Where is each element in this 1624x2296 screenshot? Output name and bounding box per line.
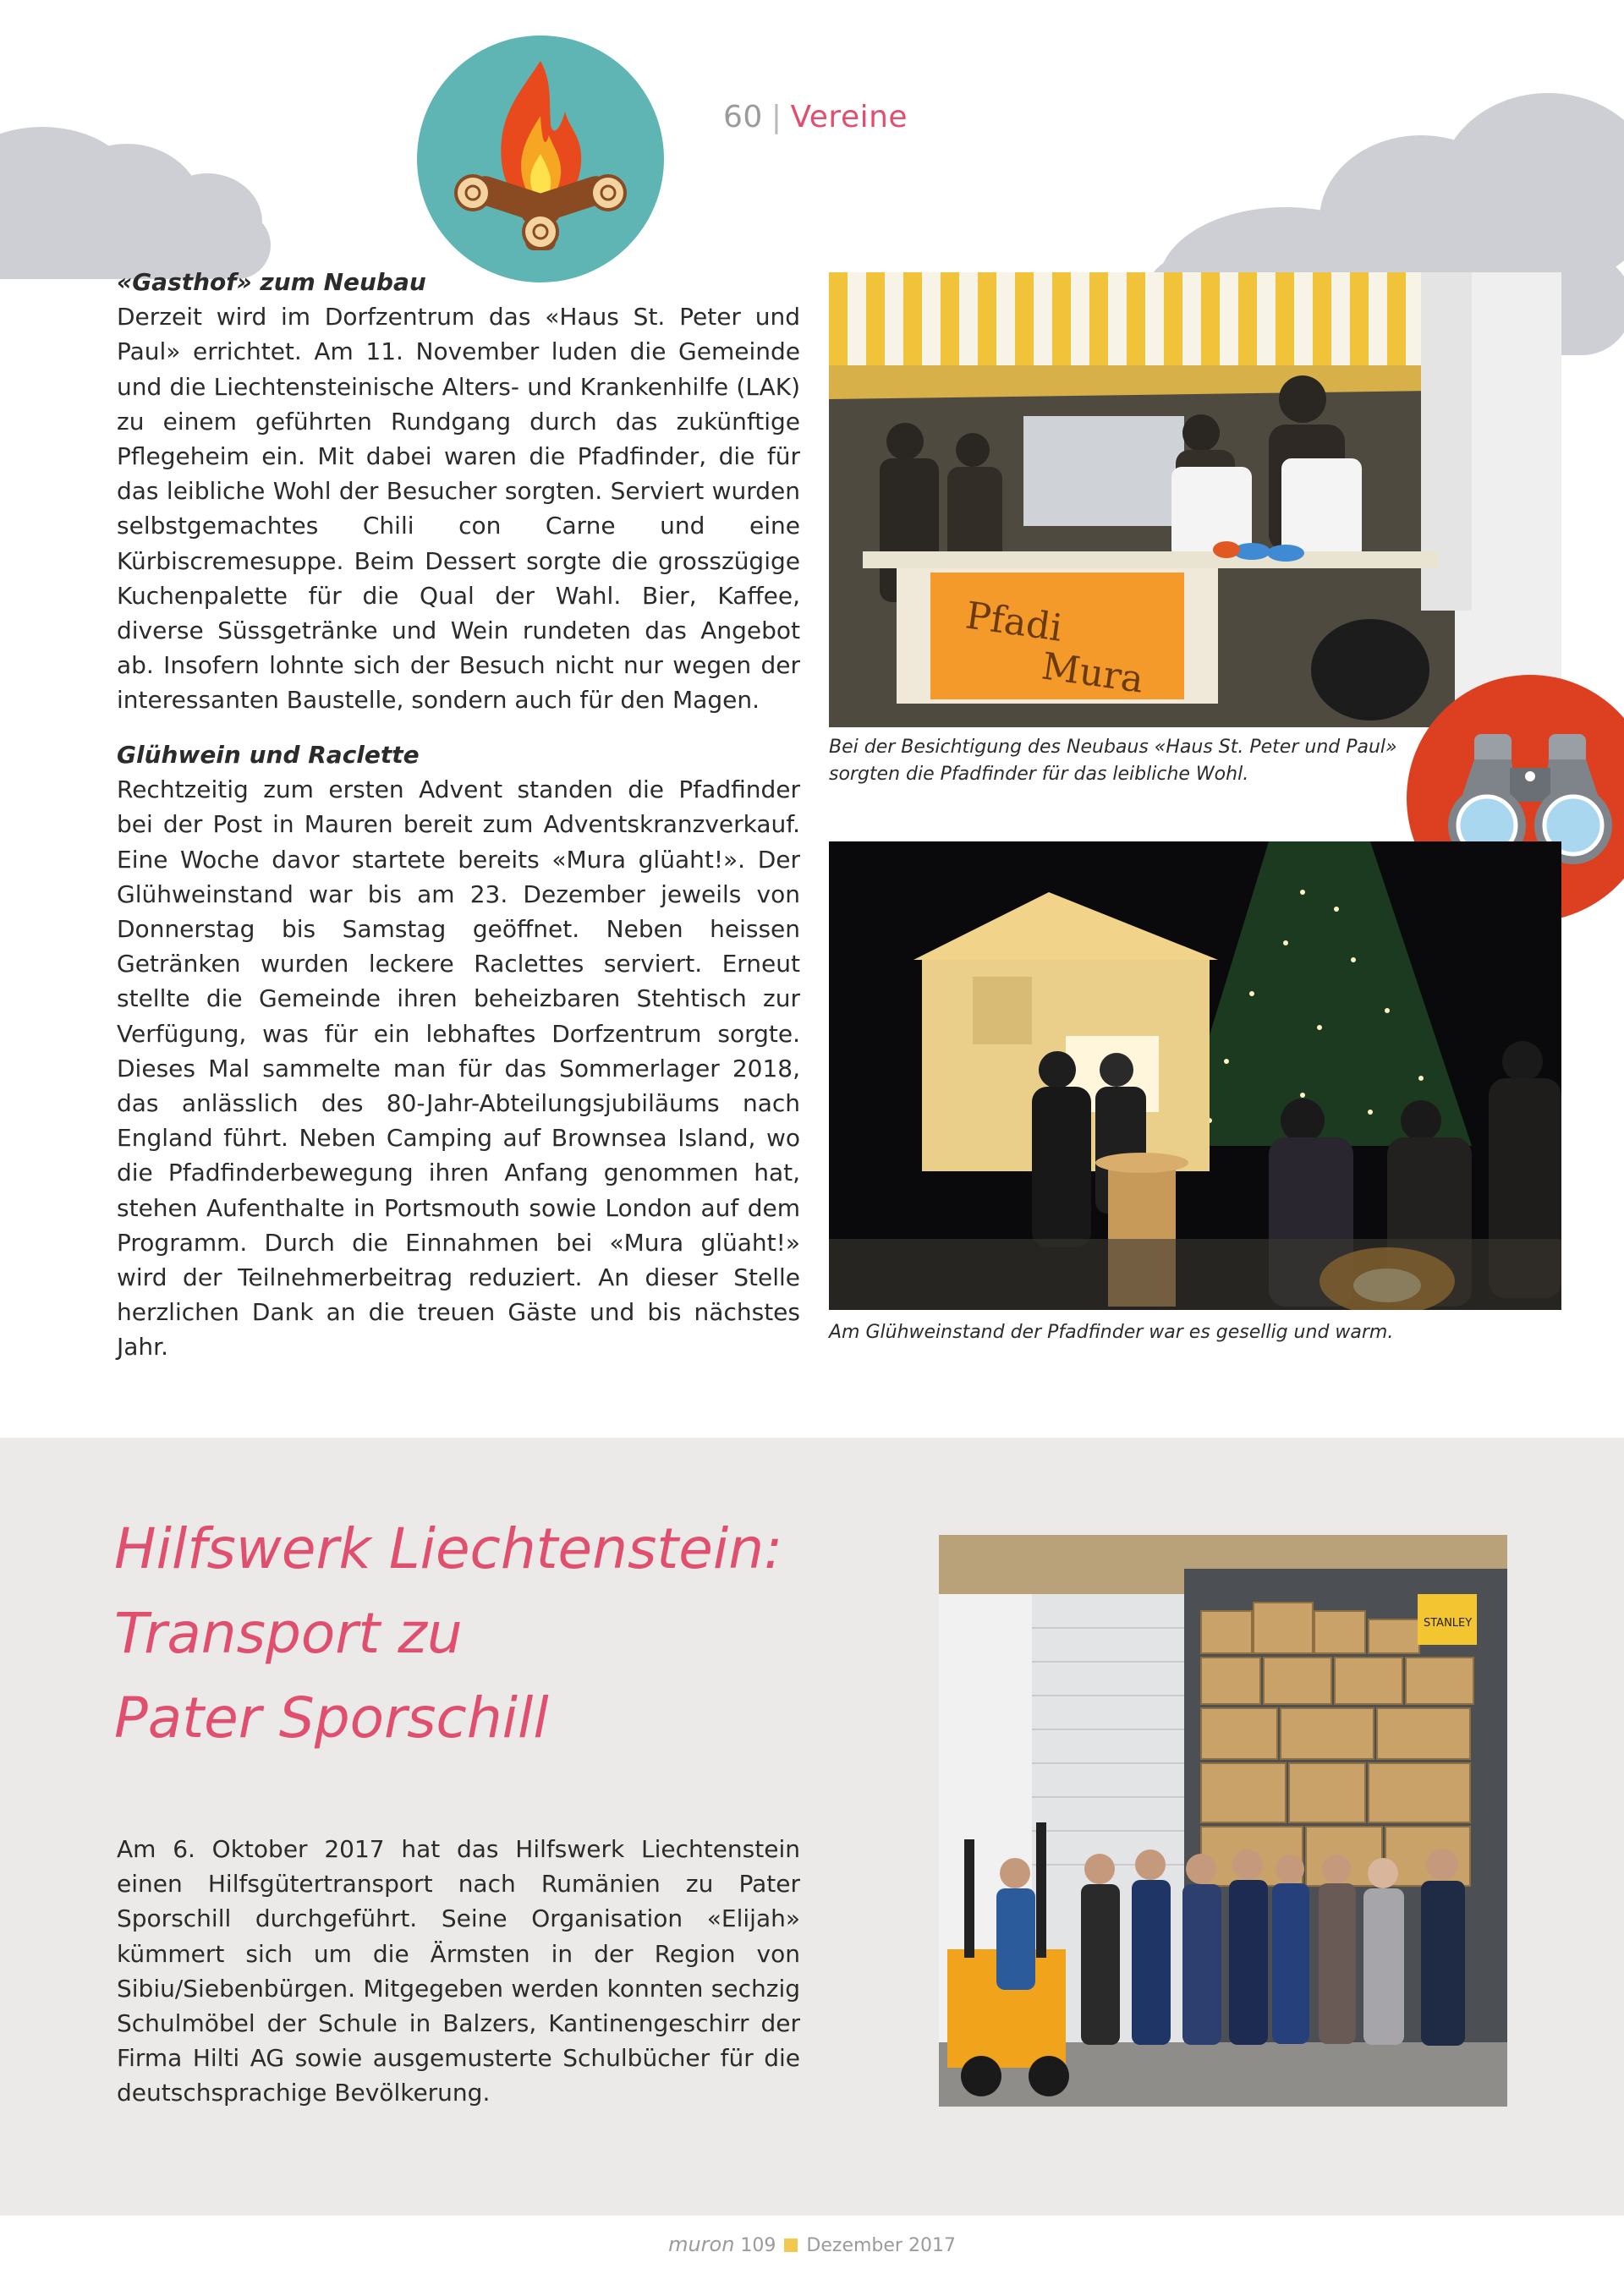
section-title: Vereine (790, 100, 908, 134)
box-label: STANLEY (1424, 1617, 1473, 1630)
footer-issue: 109 (740, 2235, 776, 2256)
footer-brand: muron (668, 2233, 735, 2256)
title-line: Hilfswerk Liechtenstein: (114, 1516, 783, 1581)
photo-caption: Bei der Besichtigung des Neubaus «Haus St. Peter und Paul» sorgten die Pfadfinder für das leibliche Wohl. (829, 737, 1397, 785)
article-neubau (117, 265, 800, 718)
article-title (114, 1507, 926, 1761)
page-header (723, 100, 908, 134)
banner-text: Mura (1039, 644, 1147, 702)
photo-gluehweinstand (829, 841, 1561, 1310)
photo-pfadi-stand (829, 272, 1561, 727)
article-heading: Glühwein und Raclette (117, 741, 420, 769)
banner-text: Pfadi (963, 594, 1065, 650)
header-separator: | (771, 100, 782, 134)
footer-square-icon (784, 2238, 798, 2252)
title-line: Pater Sporschill (114, 1685, 549, 1751)
footer-date: Dezember 2017 (806, 2235, 956, 2256)
article-hilfswerk (117, 1832, 800, 2111)
photo-caption: Am Glühweinstand der Pfadfinder war es gesellig und warm. (829, 1322, 1394, 1343)
article-gluehwein (117, 737, 800, 1365)
campfire-icon (417, 36, 664, 282)
photo-transport-truck (939, 1535, 1507, 2107)
article-heading: «Gasthof» zum Neubau (117, 268, 426, 296)
title-line: Transport zu (114, 1601, 463, 1666)
page-footer (0, 2233, 1624, 2256)
page-number: 60 (723, 100, 763, 134)
article-body: Am 6. Oktober 2017 hat das Hilfswerk Liechtenstein einen Hilfsgütertransport nach Rumänien zu Pater Sporschill durchgeführt. Seine Organisation «Elijah» kümmert sich um die Ärmsten in der Region von Sibiu/Siebenbürgen. Mitgegeben werden konnten sechzig Schulmöbel der Schule in Balzers, Kantinengeschirr der Firma Hilti AG sowie ausgemusterte Schulbücher für die deutschsprachige Bevölkerung. (117, 1835, 800, 2107)
article-body: Rechtzeitig zum ersten Advent standen die Pfadfinder bei der Post in Mauren bereit zum Adventskranzverkauf. Eine Woche davor startete bereits «Mura glüaht!». Der Glühweinstand war bis am 23. Dezember jeweils von Donnerstag bis Samstag geöffnet. Neben heissen Getränken wurden leckere Raclettes serviert. Erneut stellte die Gemeinde ihren beheizbaren Stehtisch zur Verfügung, was für ein lebhaftes Dorfzentrum sorgte. Dieses Mal sammelte man für das Sommerlager 2018, das anlässlich des 80-Jahr-Abteilungsjubiläums nach England führt. Neben Camping auf Brownsea Island, wo die Pfadfinderbewegung ihren Anfang genommen hat, stehen Aufenthalte in Portsmouth sowie London auf dem Programm. Durch die Einnahmen bei «Mura glüaht!» wird der Teilnehmerbeitrag reduziert. An dieser Stelle herzlichen Dank an die treuen Gäste und bis nächstes Jahr. (117, 775, 800, 1362)
article-body: Derzeit wird im Dorfzentrum das «Haus St. Peter und Paul» errichtet. Am 11. November luden die Gemeinde und die Liechtensteinische Alters- und Krankenhilfe (LAK) zu einem geführten Rundgang durch das zukünftige Pflegeheim ein. Mit dabei waren die Pfadfinder, die für das leibliche Wohl der Besucher sorgten. Serviert wurden selbstgemachtes Chili con Carne und eine Kürbiscremesuppe. Beim Dessert sorgte die grosszügige Kuchenpalette für die Qual der Wahl. Bier, Kaffee, diverse Süssgetränke und Wein rundeten das Angebot ab. Insofern lohnte sich der Besuch nicht nur wegen der interessanten Baustelle, sondern auch für den Magen. (117, 303, 800, 715)
